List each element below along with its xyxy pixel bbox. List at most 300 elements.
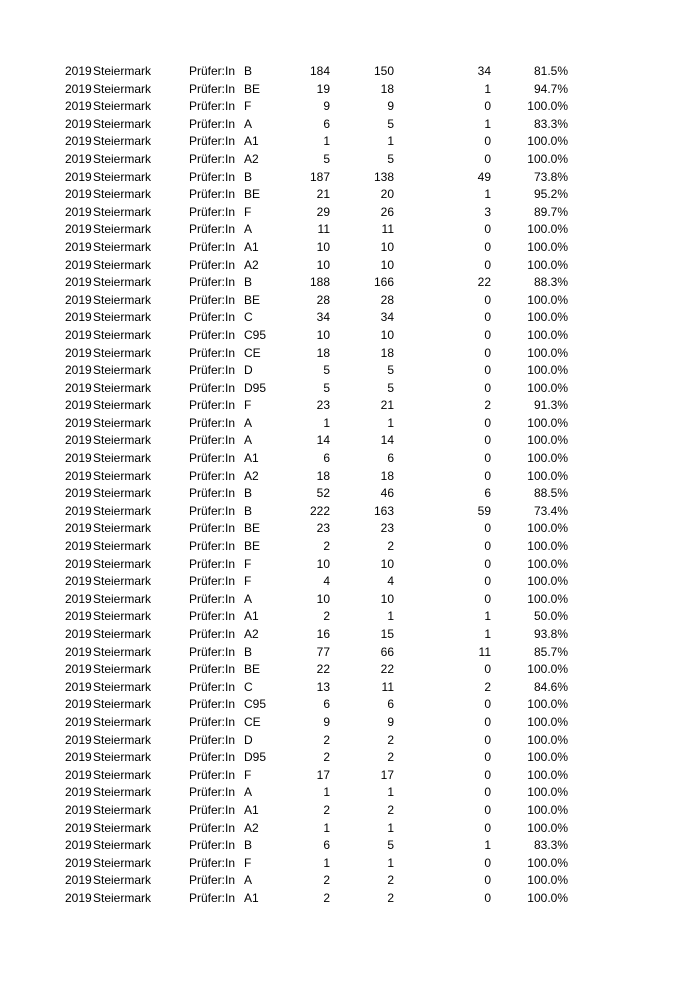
table-row: [0, 820, 700, 838]
table-row: [0, 837, 700, 855]
cell-passed: 2: [387, 802, 394, 817]
cell-passed: 10: [380, 591, 394, 606]
cell-year: 2019: [65, 820, 92, 835]
cell-passed: 2: [387, 890, 394, 905]
cell-state: Steiermark: [93, 556, 152, 571]
table-row: [0, 608, 700, 626]
cell-license-class: A: [244, 116, 253, 131]
cell-state: Steiermark: [93, 398, 152, 413]
cell-total: 19: [316, 81, 330, 96]
cell-pass-rate: 100.0%: [527, 468, 568, 483]
cell-pass-rate: 100.0%: [527, 521, 568, 536]
cell-pass-rate: 83.3%: [533, 116, 568, 131]
cell-year: 2019: [65, 345, 92, 360]
cell-license-class: F: [244, 204, 252, 219]
cell-year: 2019: [65, 767, 92, 782]
cell-state: Steiermark: [93, 99, 152, 114]
cell-total: 1: [323, 820, 330, 835]
cell-role: Prüfer:In: [189, 820, 236, 835]
cell-year: 2019: [65, 521, 92, 536]
cell-passed: 163: [373, 503, 394, 518]
cell-total: 21: [316, 187, 330, 202]
cell-state: Steiermark: [93, 275, 152, 290]
cell-role: Prüfer:In: [189, 398, 236, 413]
cell-license-class: F: [244, 855, 252, 870]
cell-total: 17: [316, 767, 330, 782]
cell-year: 2019: [65, 99, 92, 114]
cell-pass-rate: 100.0%: [527, 714, 568, 729]
cell-pass-rate: 100.0%: [527, 327, 568, 342]
cell-passed: 138: [373, 169, 394, 184]
cell-passed: 1: [387, 609, 394, 624]
cell-state: Steiermark: [93, 134, 152, 149]
table-row: [0, 239, 700, 257]
cell-state: Steiermark: [93, 644, 152, 659]
cell-year: 2019: [65, 609, 92, 624]
cell-role: Prüfer:In: [189, 855, 236, 870]
cell-state: Steiermark: [93, 767, 152, 782]
cell-passed: 6: [387, 451, 394, 466]
cell-failed: 0: [484, 433, 491, 448]
cell-pass-rate: 73.8%: [533, 169, 568, 184]
cell-failed: 2: [484, 398, 491, 413]
cell-license-class: B: [244, 486, 253, 501]
cell-failed: 0: [484, 134, 491, 149]
cell-role: Prüfer:In: [189, 222, 236, 237]
cell-license-class: A2: [244, 820, 259, 835]
cell-passed: 22: [380, 662, 394, 677]
cell-failed: 0: [484, 415, 491, 430]
cell-license-class: C: [244, 310, 253, 325]
table-row: [0, 679, 700, 697]
cell-role: Prüfer:In: [189, 873, 236, 888]
cell-passed: 28: [380, 292, 394, 307]
cell-failed: 0: [484, 521, 491, 536]
cell-failed: 0: [484, 539, 491, 554]
cell-failed: 0: [484, 363, 491, 378]
cell-year: 2019: [65, 802, 92, 817]
cell-pass-rate: 100.0%: [527, 785, 568, 800]
cell-license-class: B: [244, 838, 253, 853]
cell-total: 13: [316, 679, 330, 694]
cell-license-class: A2: [244, 151, 259, 166]
cell-year: 2019: [65, 134, 92, 149]
cell-year: 2019: [65, 116, 92, 131]
cell-pass-rate: 81.5%: [533, 64, 568, 78]
cell-total: 14: [316, 433, 330, 448]
cell-total: 2: [323, 802, 330, 817]
cell-total: 2: [323, 609, 330, 624]
cell-pass-rate: 83.3%: [533, 838, 568, 853]
cell-passed: 9: [387, 99, 394, 114]
cell-year: 2019: [65, 873, 92, 888]
table-row: [0, 485, 700, 503]
cell-license-class: A: [244, 222, 253, 237]
cell-total: 1: [323, 134, 330, 149]
cell-year: 2019: [65, 855, 92, 870]
table-row: [0, 872, 700, 890]
cell-license-class: D95: [244, 750, 267, 765]
cell-state: Steiermark: [93, 750, 152, 765]
cell-year: 2019: [65, 697, 92, 712]
cell-license-class: A2: [244, 257, 259, 272]
cell-failed: 1: [484, 838, 491, 853]
cell-passed: 17: [380, 767, 394, 782]
cell-role: Prüfer:In: [189, 732, 236, 747]
cell-failed: 49: [477, 169, 491, 184]
cell-failed: 0: [484, 468, 491, 483]
cell-role: Prüfer:In: [189, 451, 236, 466]
cell-total: 11: [317, 222, 330, 237]
table-row: [0, 169, 700, 187]
cell-pass-rate: 84.6%: [533, 679, 568, 694]
cell-license-class: C95: [244, 327, 267, 342]
cell-year: 2019: [65, 750, 92, 765]
table-row: [0, 661, 700, 679]
cell-passed: 18: [380, 81, 394, 96]
table-row: [0, 450, 700, 468]
cell-passed: 1: [387, 415, 394, 430]
cell-year: 2019: [65, 415, 92, 430]
cell-license-class: F: [244, 398, 252, 413]
cell-year: 2019: [65, 169, 92, 184]
cell-passed: 11: [381, 222, 394, 237]
cell-pass-rate: 88.3%: [533, 275, 568, 290]
cell-license-class: A1: [244, 134, 259, 149]
cell-license-class: A: [244, 415, 253, 430]
cell-failed: 6: [484, 486, 491, 501]
cell-license-class: BE: [244, 521, 261, 536]
cell-passed: 15: [380, 627, 394, 641]
cell-year: 2019: [65, 591, 92, 606]
cell-year: 2019: [65, 451, 92, 466]
cell-role: Prüfer:In: [189, 785, 236, 800]
cell-total: 18: [316, 468, 330, 483]
cell-total: 23: [316, 398, 330, 413]
cell-role: Prüfer:In: [189, 503, 236, 518]
cell-state: Steiermark: [93, 574, 152, 589]
cell-year: 2019: [65, 574, 92, 589]
cell-total: 10: [316, 556, 330, 571]
cell-state: Steiermark: [93, 187, 152, 202]
table-row: [0, 855, 700, 873]
cell-state: Steiermark: [93, 732, 152, 747]
cell-year: 2019: [65, 433, 92, 448]
cell-role: Prüfer:In: [189, 890, 236, 905]
cell-passed: 1: [387, 820, 394, 835]
cell-state: Steiermark: [93, 64, 152, 78]
cell-license-class: B: [244, 64, 253, 78]
cell-total: 2: [323, 732, 330, 747]
cell-total: 16: [316, 627, 330, 641]
cell-failed: 0: [484, 222, 491, 237]
cell-total: 1: [323, 855, 330, 870]
cell-state: Steiermark: [93, 433, 152, 448]
cell-failed: 0: [484, 239, 491, 254]
cell-passed: 5: [387, 363, 394, 378]
cell-failed: 3: [484, 204, 491, 219]
cell-total: 5: [323, 363, 330, 378]
cell-total: 184: [309, 64, 330, 78]
cell-total: 18: [316, 345, 330, 360]
cell-state: Steiermark: [93, 222, 152, 237]
table-row: [0, 784, 700, 802]
cell-license-class: BE: [244, 662, 261, 677]
cell-role: Prüfer:In: [189, 151, 236, 166]
cell-role: Prüfer:In: [189, 64, 236, 78]
cell-year: 2019: [65, 556, 92, 571]
cell-role: Prüfer:In: [189, 627, 236, 641]
cell-state: Steiermark: [93, 503, 152, 518]
cell-passed: 66: [380, 644, 394, 659]
cell-license-class: A2: [244, 468, 259, 483]
cell-total: 5: [323, 151, 330, 166]
cell-state: Steiermark: [93, 802, 152, 817]
table-row: [0, 116, 700, 134]
cell-state: Steiermark: [93, 486, 152, 501]
cell-pass-rate: 100.0%: [527, 151, 568, 166]
cell-state: Steiermark: [93, 239, 152, 254]
cell-total: 1: [323, 415, 330, 430]
cell-role: Prüfer:In: [189, 363, 236, 378]
table-row: [0, 204, 700, 222]
cell-passed: 166: [373, 275, 394, 290]
cell-role: Prüfer:In: [189, 802, 236, 817]
cell-year: 2019: [65, 310, 92, 325]
cell-pass-rate: 100.0%: [527, 134, 568, 149]
cell-pass-rate: 100.0%: [527, 750, 568, 765]
cell-failed: 0: [484, 802, 491, 817]
cell-state: Steiermark: [93, 468, 152, 483]
table-row: [0, 432, 700, 450]
cell-role: Prüfer:In: [189, 327, 236, 342]
cell-state: Steiermark: [93, 820, 152, 835]
cell-state: Steiermark: [93, 890, 152, 905]
cell-state: Steiermark: [93, 81, 152, 96]
cell-passed: 11: [381, 679, 394, 694]
cell-license-class: A: [244, 591, 253, 606]
cell-state: Steiermark: [93, 169, 152, 184]
cell-pass-rate: 73.4%: [533, 503, 568, 518]
cell-license-class: BE: [244, 81, 261, 96]
table-row: [0, 573, 700, 591]
cell-passed: 4: [387, 574, 394, 589]
cell-passed: 5: [387, 116, 394, 131]
cell-pass-rate: 100.0%: [527, 556, 568, 571]
table-row: [0, 503, 700, 521]
cell-failed: 59: [477, 503, 491, 518]
cell-role: Prüfer:In: [189, 838, 236, 853]
cell-total: 2: [323, 539, 330, 554]
cell-license-class: BE: [244, 187, 261, 202]
cell-role: Prüfer:In: [189, 310, 236, 325]
table-row: [0, 327, 700, 345]
table-row: [0, 98, 700, 116]
cell-role: Prüfer:In: [189, 750, 236, 765]
cell-total: 77: [316, 644, 330, 659]
cell-pass-rate: 85.7%: [533, 644, 568, 659]
cell-total: 188: [309, 275, 330, 290]
cell-state: Steiermark: [93, 327, 152, 342]
table-row: [0, 749, 700, 767]
cell-license-class: A2: [244, 627, 259, 641]
cell-passed: 2: [387, 750, 394, 765]
cell-total: 2: [323, 750, 330, 765]
cell-total: 9: [323, 714, 330, 729]
cell-total: 28: [316, 292, 330, 307]
cell-passed: 6: [387, 697, 394, 712]
cell-passed: 21: [380, 398, 394, 413]
cell-year: 2019: [65, 398, 92, 413]
cell-failed: 0: [484, 556, 491, 571]
cell-role: Prüfer:In: [189, 239, 236, 254]
cell-state: Steiermark: [93, 292, 152, 307]
cell-year: 2019: [65, 503, 92, 518]
cell-failed: 0: [484, 767, 491, 782]
cell-total: 10: [316, 327, 330, 342]
cell-state: Steiermark: [93, 380, 152, 395]
cell-failed: 11: [478, 644, 491, 659]
cell-failed: 0: [484, 292, 491, 307]
table-row: [0, 802, 700, 820]
cell-total: 4: [323, 574, 330, 589]
cell-failed: 0: [484, 310, 491, 325]
cell-state: Steiermark: [93, 785, 152, 800]
cell-failed: 0: [484, 451, 491, 466]
cell-license-class: A: [244, 785, 253, 800]
cell-pass-rate: 100.0%: [527, 574, 568, 589]
cell-passed: 14: [380, 433, 394, 448]
cell-role: Prüfer:In: [189, 99, 236, 114]
cell-year: 2019: [65, 187, 92, 202]
cell-passed: 26: [380, 204, 394, 219]
cell-role: Prüfer:In: [189, 521, 236, 536]
cell-state: Steiermark: [93, 697, 152, 712]
table-row: [0, 309, 700, 327]
cell-state: Steiermark: [93, 451, 152, 466]
cell-pass-rate: 100.0%: [527, 820, 568, 835]
cell-role: Prüfer:In: [189, 767, 236, 782]
cell-failed: 1: [484, 187, 491, 202]
cell-role: Prüfer:In: [189, 662, 236, 677]
cell-total: 1: [323, 785, 330, 800]
table-row: [0, 345, 700, 363]
cell-state: Steiermark: [93, 521, 152, 536]
cell-year: 2019: [65, 785, 92, 800]
cell-year: 2019: [65, 222, 92, 237]
cell-year: 2019: [65, 204, 92, 219]
cell-role: Prüfer:In: [189, 116, 236, 131]
cell-state: Steiermark: [93, 627, 152, 641]
cell-passed: 9: [387, 714, 394, 729]
cell-state: Steiermark: [93, 151, 152, 166]
cell-role: Prüfer:In: [189, 204, 236, 219]
cell-license-class: D: [244, 363, 253, 378]
cell-pass-rate: 100.0%: [527, 363, 568, 378]
cell-role: Prüfer:In: [189, 468, 236, 483]
cell-license-class: BE: [244, 292, 261, 307]
cell-role: Prüfer:In: [189, 714, 236, 729]
cell-role: Prüfer:In: [189, 380, 236, 395]
cell-license-class: BE: [244, 539, 261, 554]
cell-passed: 46: [380, 486, 394, 501]
cell-year: 2019: [65, 838, 92, 853]
cell-role: Prüfer:In: [189, 644, 236, 659]
cell-year: 2019: [65, 363, 92, 378]
cell-license-class: A: [244, 873, 253, 888]
cell-year: 2019: [65, 732, 92, 747]
cell-failed: 22: [477, 275, 491, 290]
cell-state: Steiermark: [93, 310, 152, 325]
cell-state: Steiermark: [93, 539, 152, 554]
cell-pass-rate: 100.0%: [527, 380, 568, 395]
cell-failed: 0: [484, 855, 491, 870]
cell-passed: 2: [387, 873, 394, 888]
cell-failed: 0: [484, 591, 491, 606]
cell-role: Prüfer:In: [189, 169, 236, 184]
cell-license-class: B: [244, 503, 253, 518]
cell-role: Prüfer:In: [189, 556, 236, 571]
cell-year: 2019: [65, 81, 92, 96]
cell-license-class: CE: [244, 345, 261, 360]
cell-passed: 10: [380, 257, 394, 272]
table-row: [0, 274, 700, 292]
cell-year: 2019: [65, 679, 92, 694]
cell-passed: 18: [380, 345, 394, 360]
cell-total: 6: [323, 697, 330, 712]
cell-license-class: F: [244, 574, 252, 589]
cell-total: 23: [316, 521, 330, 536]
cell-year: 2019: [65, 239, 92, 254]
cell-total: 29: [316, 204, 330, 219]
cell-pass-rate: 100.0%: [527, 292, 568, 307]
cell-license-class: F: [244, 767, 252, 782]
cell-failed: 1: [484, 627, 491, 641]
table-row: [0, 626, 700, 644]
data-table: [0, 63, 700, 908]
table-row: [0, 767, 700, 785]
cell-pass-rate: 94.7%: [533, 81, 568, 96]
cell-total: 6: [323, 451, 330, 466]
cell-role: Prüfer:In: [189, 415, 236, 430]
cell-role: Prüfer:In: [189, 345, 236, 360]
cell-failed: 0: [484, 574, 491, 589]
table-row: [0, 63, 700, 81]
cell-failed: 0: [484, 785, 491, 800]
cell-year: 2019: [65, 257, 92, 272]
cell-failed: 0: [484, 327, 491, 342]
cell-failed: 0: [484, 257, 491, 272]
cell-role: Prüfer:In: [189, 697, 236, 712]
cell-state: Steiermark: [93, 873, 152, 888]
cell-total: 10: [316, 591, 330, 606]
cell-failed: 0: [484, 662, 491, 677]
cell-role: Prüfer:In: [189, 539, 236, 554]
cell-license-class: A1: [244, 609, 259, 624]
cell-license-class: A1: [244, 890, 259, 905]
cell-state: Steiermark: [93, 591, 152, 606]
cell-pass-rate: 100.0%: [527, 873, 568, 888]
cell-state: Steiermark: [93, 838, 152, 853]
cell-license-class: A1: [244, 451, 259, 466]
table-row: [0, 362, 700, 380]
cell-role: Prüfer:In: [189, 81, 236, 96]
table-row: [0, 151, 700, 169]
cell-failed: 0: [484, 750, 491, 765]
cell-total: 2: [323, 873, 330, 888]
cell-pass-rate: 88.5%: [533, 486, 568, 501]
cell-pass-rate: 100.0%: [527, 310, 568, 325]
